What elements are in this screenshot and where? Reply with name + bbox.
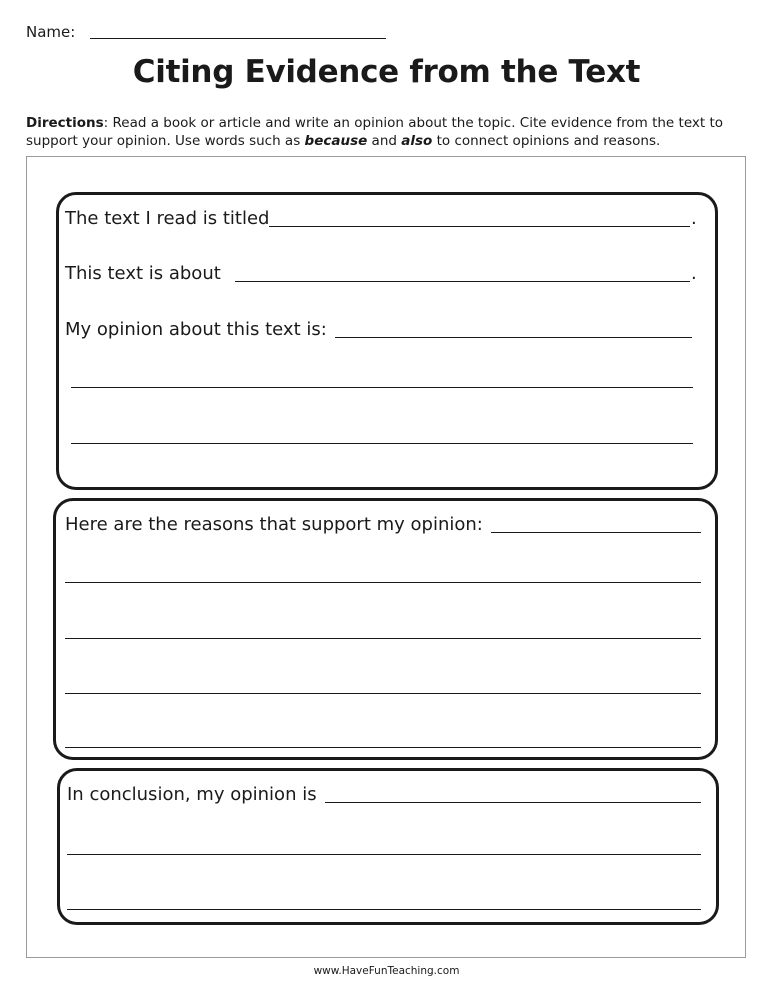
title-write-line[interactable] bbox=[269, 226, 690, 227]
directions-part2: and bbox=[367, 133, 402, 149]
conclusion-prompt: In conclusion, my opinion is bbox=[67, 784, 317, 805]
directions-part3: to connect opinions and reasons. bbox=[432, 133, 661, 149]
reasons-write-line[interactable] bbox=[491, 532, 701, 533]
directions-word-because: because bbox=[304, 133, 368, 149]
name-row bbox=[26, 22, 396, 42]
reasons-blank-line-4[interactable] bbox=[65, 747, 701, 748]
footer-website: www.HaveFunTeaching.com bbox=[313, 965, 460, 977]
name-write-line[interactable] bbox=[90, 38, 386, 39]
reasons-blank-line-3[interactable] bbox=[65, 693, 701, 694]
title-row bbox=[65, 203, 699, 231]
worksheet-title: Citing Evidence from the Text bbox=[132, 54, 641, 90]
conclusion-panel bbox=[57, 768, 719, 925]
opinion-row bbox=[65, 314, 692, 342]
directions-label: Directions bbox=[26, 115, 104, 131]
reasons-blank-line-2[interactable] bbox=[65, 638, 701, 639]
opinion-blank-line-1[interactable] bbox=[71, 387, 693, 388]
directions-text bbox=[26, 114, 746, 150]
conclusion-blank-line-1[interactable] bbox=[67, 854, 701, 855]
name-label: Name: bbox=[26, 23, 76, 41]
title-prompt: The text I read is titled bbox=[65, 208, 270, 229]
opinion-write-line[interactable] bbox=[335, 337, 692, 338]
reasons-prompt: Here are the reasons that support my opinion: bbox=[65, 514, 483, 535]
reasons-blank-line-1[interactable] bbox=[65, 582, 701, 583]
reasons-row bbox=[65, 509, 701, 537]
opinion-prompt: My opinion about this text is: bbox=[65, 319, 327, 340]
about-prompt: This text is about bbox=[65, 263, 221, 284]
text-summary-panel bbox=[56, 192, 718, 490]
conclusion-row bbox=[67, 779, 701, 807]
directions-word-also: also bbox=[401, 133, 433, 149]
conclusion-write-line[interactable] bbox=[325, 802, 701, 803]
directions-part1: : Read a book or article and write an opinion about the topic. Cite evidence from the text to support your opinion. Use words such as bbox=[26, 115, 724, 149]
about-period: . bbox=[691, 263, 697, 284]
title-period: . bbox=[691, 208, 697, 229]
about-row bbox=[65, 258, 699, 286]
reasons-panel bbox=[53, 498, 718, 760]
conclusion-blank-line-2[interactable] bbox=[67, 909, 701, 910]
opinion-blank-line-2[interactable] bbox=[71, 443, 693, 444]
about-write-line[interactable] bbox=[235, 281, 690, 282]
